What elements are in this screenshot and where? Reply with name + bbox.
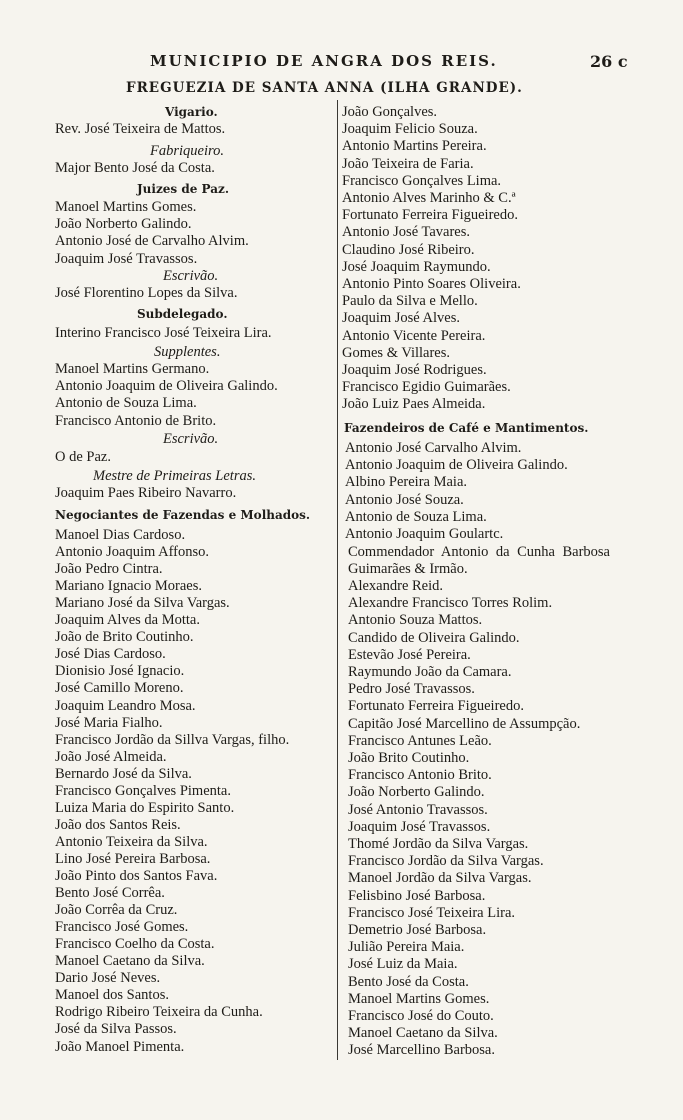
list-item: Francisco Egidio Guimarães. bbox=[342, 379, 511, 396]
list-item: Antonio Alves Marinho & C.ª bbox=[342, 190, 516, 206]
list-item: Raymundo João da Camara. bbox=[348, 664, 512, 680]
section-heading: Mestre de Primeiras Letras. bbox=[93, 468, 256, 484]
list-item: Bento José da Costa. bbox=[348, 973, 469, 990]
list-item: Antonio de Souza Lima. bbox=[55, 395, 197, 412]
list-item: José Florentino Lopes da Silva. bbox=[55, 285, 238, 301]
list-item: João Norberto Galindo. bbox=[348, 784, 485, 801]
section-heading: Subdelegado. bbox=[137, 307, 228, 321]
list-item: Albino Pereira Maia. bbox=[345, 474, 468, 491]
list-item: Rodrigo Ribeiro Teixeira da Cunha. bbox=[55, 1004, 263, 1021]
list-item: Francisco Jordão da Silva Vargas. bbox=[348, 853, 544, 870]
list-item: Antonio Joaquim de Oliveira Galindo. bbox=[55, 378, 278, 395]
list-item: Mariano José da Silva Vargas. bbox=[55, 595, 230, 612]
list-item: Manoel Caetano da Silva. bbox=[348, 1025, 498, 1042]
list-item: Manoel Martins Germano. bbox=[55, 361, 210, 377]
list-item: Joaquim José Travassos. bbox=[55, 250, 198, 267]
list-item: Manoel Martins Gomes. bbox=[348, 990, 490, 1007]
list-item: José Marcellino Barbosa. bbox=[348, 1042, 495, 1059]
list-item: O de Paz. bbox=[55, 449, 111, 465]
list-item: João Pinto dos Santos Fava. bbox=[55, 868, 218, 884]
list-item: Joaquim José Alves. bbox=[342, 310, 461, 327]
list-item: Alexandre Reid. bbox=[348, 578, 444, 594]
list-item: Antonio Souza Mattos. bbox=[348, 612, 483, 629]
list-item: Antonio Teixeira da Silva. bbox=[55, 833, 208, 850]
list-item: Claudino José Ribeiro. bbox=[342, 241, 475, 258]
list-item: Mariano Ignacio Moraes. bbox=[55, 578, 202, 595]
list-item: José da Silva Passos. bbox=[55, 1021, 177, 1038]
section-heading: Juizes de Paz. bbox=[137, 182, 230, 196]
list-item: Luiza Maria do Espirito Santo. bbox=[55, 799, 235, 816]
list-item: Joaquim Felicio Souza. bbox=[342, 121, 478, 138]
page-header bbox=[0, 52, 683, 76]
list-item: Antonio José Souza. bbox=[345, 491, 464, 508]
list-item: Antonio José Tavares. bbox=[342, 224, 470, 241]
list-item: Interino Francisco José Teixeira Lira. bbox=[55, 325, 272, 341]
list-item: Antonio José Carvalho Alvim. bbox=[345, 440, 522, 456]
list-item: João José Almeida. bbox=[55, 748, 167, 765]
list-item: José Dias Cardoso. bbox=[55, 646, 166, 663]
list-item: João Norberto Galindo. bbox=[55, 216, 192, 233]
list-item: Francisco Gonçalves Lima. bbox=[342, 172, 502, 189]
list-item: Felisbino José Barbosa. bbox=[348, 887, 486, 904]
list-item: João Gonçalves. bbox=[342, 104, 438, 120]
list-item: Joaquim Paes Ribeiro Navarro. bbox=[55, 485, 237, 501]
list-item: Capitão José Marcellino de Assumpção. bbox=[348, 715, 581, 732]
list-item: Manoel Jordão da Silva Vargas. bbox=[348, 870, 532, 887]
list-item: Alexandre Francisco Torres Rolim. bbox=[348, 595, 553, 612]
section-heading: Fazendeiros de Café e Mantimentos. bbox=[344, 421, 589, 435]
section-heading: Escrivão. bbox=[163, 431, 219, 447]
list-item: Rev. José Teixeira de Mattos. bbox=[55, 121, 226, 137]
list-item: Manoel Martins Gomes. bbox=[55, 199, 197, 215]
list-item: Fortunato Ferreira Figueiredo. bbox=[348, 698, 524, 715]
list-item: Francisco José Gomes. bbox=[55, 919, 189, 936]
list-item: Antonio Joaquim Affonso. bbox=[55, 544, 209, 561]
list-item: Estevão José Pereira. bbox=[348, 646, 471, 663]
section-heading: Vigario. bbox=[165, 105, 218, 119]
list-item: João Pedro Cintra. bbox=[55, 561, 163, 578]
list-item: Antonio Joaquim Goulartc. bbox=[345, 526, 504, 542]
list-item: João Manoel Pimenta. bbox=[55, 1038, 185, 1055]
list-item: Francisco José Teixeira Lira. bbox=[348, 904, 516, 921]
list-item: Antonio de Souza Lima. bbox=[345, 508, 487, 525]
list-item: Bernardo José da Silva. bbox=[55, 765, 192, 782]
list-item: José Luiz da Maia. bbox=[348, 956, 458, 973]
list-item: Antonio Martins Pereira. bbox=[342, 138, 487, 155]
list-item: Demetrio José Barbosa. bbox=[348, 922, 487, 938]
list-item: João Brito Coutinho. bbox=[348, 750, 470, 766]
list-item: Commendador Antonio da Cunha Barbosa Guimarães & Irmão. bbox=[348, 544, 610, 577]
list-item: Joaquim Alves da Motta. bbox=[55, 612, 200, 629]
list-item: José Antonio Travassos. bbox=[348, 801, 488, 818]
list-item: Francisco José do Couto. bbox=[348, 1008, 494, 1024]
section-heading: Fabriqueiro. bbox=[150, 143, 224, 159]
list-item: Manoel dos Santos. bbox=[55, 987, 169, 1004]
list-item: Francisco Jordão da Sillva Vargas, filho. bbox=[55, 731, 290, 748]
list-item: José Joaquim Raymundo. bbox=[342, 258, 491, 275]
list-item: Thomé Jordão da Silva Vargas. bbox=[348, 836, 529, 852]
list-item: Antonio Vicente Pereira. bbox=[342, 327, 486, 344]
list-item: Joaquim José Rodrigues. bbox=[342, 362, 487, 378]
list-item: José Camillo Moreno. bbox=[55, 680, 184, 697]
section-heading: Supplentes. bbox=[154, 344, 221, 360]
list-item: José Maria Fialho. bbox=[55, 714, 163, 731]
list-item: Francisco Coelho da Costa. bbox=[55, 936, 215, 953]
list-item: Dario José Neves. bbox=[55, 970, 161, 987]
list-item: Antonio Pinto Soares Oliveira. bbox=[342, 276, 521, 292]
section-heading: Negociantes de Fazendas e Molhados. bbox=[55, 508, 311, 522]
list-item: Candido de Oliveira Galindo. bbox=[348, 629, 520, 646]
section-heading: Escrivão. bbox=[163, 268, 219, 284]
list-item: João Corrêa da Cruz. bbox=[55, 902, 178, 919]
list-item: Julião Pereira Maia. bbox=[348, 939, 465, 956]
list-item: Major Bento José da Costa. bbox=[55, 160, 215, 176]
list-item: Joaquim Leandro Mosa. bbox=[55, 697, 196, 714]
list-item: Paulo da Silva e Mello. bbox=[342, 293, 478, 310]
list-item: Lino José Pereira Barbosa. bbox=[55, 850, 211, 867]
parish-title: FREGUEZIA DE SANTA ANNA (ILHA GRANDE). bbox=[126, 80, 523, 96]
list-item: Manoel Caetano da Silva. bbox=[55, 953, 205, 970]
list-item: Joaquim José Travassos. bbox=[348, 818, 491, 835]
list-item: João Luiz Paes Almeida. bbox=[342, 396, 486, 413]
list-item: Bento José Corrêa. bbox=[55, 885, 165, 902]
list-item: João de Brito Coutinho. bbox=[55, 629, 194, 646]
list-item: Pedro José Travassos. bbox=[348, 681, 475, 698]
list-item: Francisco Antonio de Brito. bbox=[55, 412, 217, 429]
list-item: Manoel Dias Cardoso. bbox=[55, 527, 186, 543]
list-item: Francisco Antunes Leão. bbox=[348, 732, 492, 749]
list-item: Gomes & Villares. bbox=[342, 344, 450, 361]
list-item: Antonio Joaquim de Oliveira Galindo. bbox=[345, 457, 568, 474]
page-number: 26 c bbox=[590, 52, 628, 71]
list-item: João dos Santos Reis. bbox=[55, 816, 181, 833]
list-item: Francisco Antonio Brito. bbox=[348, 767, 492, 784]
list-item: Fortunato Ferreira Figueiredo. bbox=[342, 207, 518, 224]
list-item: Francisco Gonçalves Pimenta. bbox=[55, 782, 231, 799]
column-divider bbox=[337, 100, 338, 1060]
list-item: Dionisio José Ignacio. bbox=[55, 663, 185, 680]
list-item: Antonio José de Carvalho Alvim. bbox=[55, 233, 249, 250]
list-item: João Teixeira de Faria. bbox=[342, 155, 474, 172]
page-title: MUNICIPIO DE ANGRA DOS REIS. bbox=[150, 52, 498, 70]
